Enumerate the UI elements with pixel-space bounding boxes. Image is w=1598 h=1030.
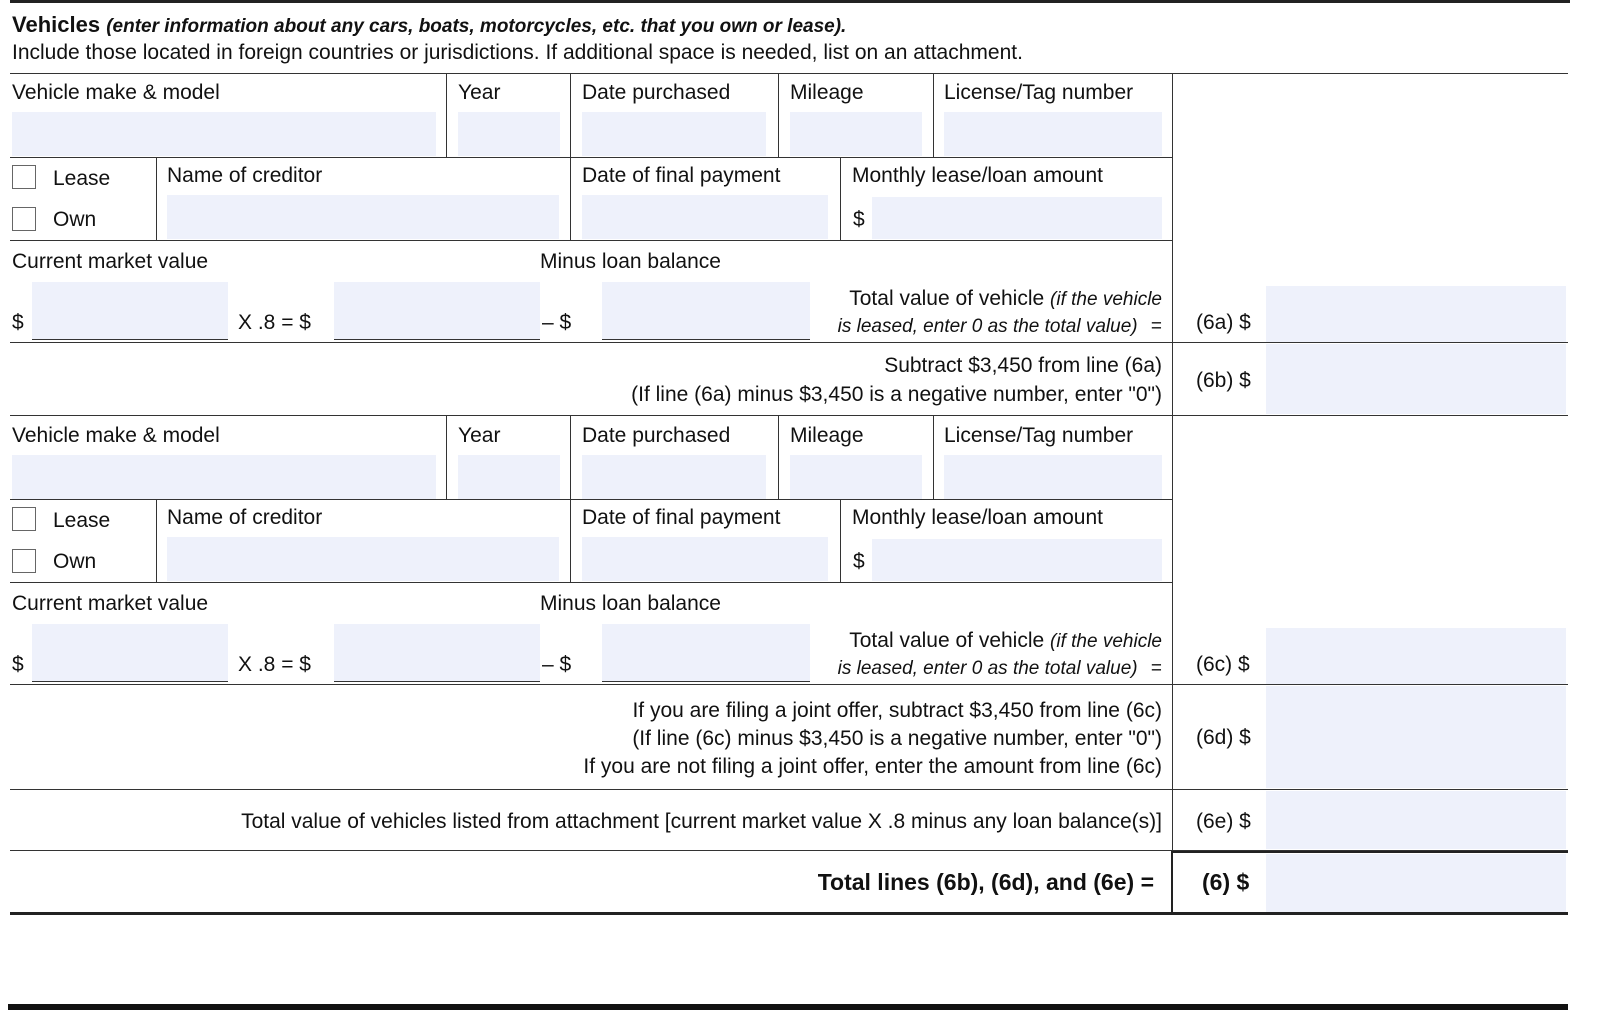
loan-balance-input-1[interactable] bbox=[602, 282, 810, 340]
line-6b-label: (6b) $ bbox=[1196, 369, 1251, 392]
label-current-market-value-2: Current market value bbox=[12, 592, 209, 615]
label-monthly-1: Monthly lease/loan amount bbox=[852, 164, 1103, 187]
line-6-input[interactable] bbox=[1266, 854, 1566, 912]
divider bbox=[446, 74, 447, 157]
divider bbox=[1172, 416, 1173, 684]
section-title bbox=[12, 14, 846, 36]
current-market-value-input-2[interactable] bbox=[32, 624, 228, 682]
label-make-model-2: Vehicle make & model bbox=[12, 424, 220, 447]
divider bbox=[156, 158, 157, 240]
line-6c-label: (6c) $ bbox=[1196, 653, 1250, 676]
equals-sign: = bbox=[1150, 658, 1162, 679]
line-6-label: (6) $ bbox=[1202, 869, 1250, 895]
label-creditor-1: Name of creditor bbox=[167, 164, 323, 187]
line-6d-text2: (If line (6c) minus $3,450 is a negative number, enter "0") bbox=[632, 727, 1162, 750]
divider bbox=[570, 158, 571, 240]
loan-balance-input-2[interactable] bbox=[602, 624, 810, 682]
total-value-label-1 bbox=[849, 288, 1162, 309]
divider bbox=[10, 582, 1172, 583]
year-input-1[interactable] bbox=[458, 112, 560, 156]
total-value-note-2-2 bbox=[838, 659, 1162, 678]
label-final-payment-1: Date of final payment bbox=[582, 164, 781, 187]
line-6d-text3: If you are not filing a joint offer, enter the amount from line (6c) bbox=[583, 755, 1162, 778]
license-input-2[interactable] bbox=[944, 455, 1162, 499]
divider bbox=[10, 499, 1172, 500]
cmv-dollar-1: $ bbox=[12, 311, 24, 334]
divider bbox=[570, 74, 571, 157]
divider bbox=[778, 74, 779, 157]
year-input-2[interactable] bbox=[458, 455, 560, 499]
creditor-input-2[interactable] bbox=[167, 537, 559, 581]
label-date-purchased-2: Date purchased bbox=[582, 424, 731, 447]
line-6e-text: Total value of vehicles listed from attachment [current market value X .8 minus any loan balance(s)] bbox=[241, 810, 1162, 833]
bottom-border bbox=[10, 912, 1568, 915]
label-mileage-2: Mileage bbox=[790, 424, 864, 447]
line-6b-text1: Subtract $3,450 from line (6a) bbox=[884, 354, 1162, 377]
line-6-text: Total lines (6b), (6d), and (6e) = bbox=[817, 869, 1154, 895]
divider bbox=[840, 500, 841, 582]
divider bbox=[10, 415, 1568, 416]
total-value-note: (if the vehicle bbox=[1050, 289, 1162, 310]
minus-dollar-1: – $ bbox=[542, 311, 572, 334]
top-border bbox=[10, 0, 1570, 3]
divider bbox=[10, 789, 1568, 790]
divider bbox=[10, 684, 1568, 685]
final-payment-input-1[interactable] bbox=[582, 195, 828, 239]
divider bbox=[10, 342, 1568, 343]
label-mileage-1: Mileage bbox=[790, 81, 864, 104]
creditor-input-1[interactable] bbox=[167, 195, 559, 239]
label-minus-loan-1: Minus loan balance bbox=[540, 250, 721, 273]
label-monthly-2: Monthly lease/loan amount bbox=[852, 506, 1103, 529]
line-6e-label: (6e) $ bbox=[1196, 810, 1251, 833]
divider bbox=[1172, 685, 1173, 789]
divider bbox=[570, 416, 571, 499]
lease-checkbox-1[interactable] bbox=[12, 165, 36, 189]
section-instruction: Include those located in foreign countries or jurisdictions. If additional space is needed, list on an attachment. bbox=[12, 41, 1023, 64]
line-6e-input[interactable] bbox=[1266, 791, 1566, 849]
lease-label-2: Lease bbox=[53, 509, 111, 532]
own-label-1: Own bbox=[53, 208, 97, 231]
times-eight-input-2[interactable] bbox=[334, 624, 540, 682]
label-current-market-value-1: Current market value bbox=[12, 250, 209, 273]
total-value-label-2 bbox=[849, 630, 1162, 651]
mileage-input-2[interactable] bbox=[790, 455, 922, 499]
date-purchased-input-1[interactable] bbox=[582, 112, 766, 156]
total-value-note-text: is leased, enter 0 as the total value) bbox=[837, 658, 1138, 679]
line-6d-input[interactable] bbox=[1266, 686, 1566, 788]
divider bbox=[840, 158, 841, 240]
make-model-input-2[interactable] bbox=[12, 455, 436, 499]
label-creditor-2: Name of creditor bbox=[167, 506, 323, 529]
divider bbox=[933, 74, 934, 157]
divider bbox=[570, 500, 571, 582]
divider bbox=[1172, 74, 1173, 342]
label-license-2: License/Tag number bbox=[944, 424, 1134, 447]
line-6a-label: (6a) $ bbox=[1196, 311, 1251, 334]
line-6a-input[interactable] bbox=[1266, 286, 1566, 342]
label-license-1: License/Tag number bbox=[944, 81, 1134, 104]
cmv-dollar-2: $ bbox=[12, 653, 24, 676]
divider bbox=[1172, 851, 1568, 853]
label-make-model-1: Vehicle make & model bbox=[12, 81, 220, 104]
times-eight-2: X .8 = $ bbox=[238, 653, 311, 676]
line-6d-text1: If you are filing a joint offer, subtract $3,450 from line (6c) bbox=[632, 699, 1162, 722]
date-purchased-input-2[interactable] bbox=[582, 455, 766, 499]
page-bottom-rule bbox=[8, 1004, 1568, 1010]
final-payment-input-2[interactable] bbox=[582, 537, 828, 581]
current-market-value-input-1[interactable] bbox=[32, 282, 228, 340]
monthly-amount-input-1[interactable] bbox=[872, 197, 1162, 239]
times-eight-1: X .8 = $ bbox=[238, 311, 311, 334]
own-checkbox-1[interactable] bbox=[12, 207, 36, 231]
monthly-dollar-2: $ bbox=[853, 550, 865, 573]
equals-sign: = bbox=[1150, 316, 1162, 337]
total-value-text: Total value of vehicle bbox=[849, 629, 1045, 652]
own-checkbox-2[interactable] bbox=[12, 549, 36, 573]
divider bbox=[1172, 343, 1173, 416]
monthly-amount-input-2[interactable] bbox=[872, 539, 1162, 581]
divider bbox=[778, 416, 779, 499]
section-subtitle: (enter information about any cars, boats, motorcycles, etc. that you own or lease). bbox=[106, 16, 847, 37]
divider bbox=[1172, 790, 1173, 850]
total-value-note: (if the vehicle bbox=[1050, 631, 1162, 652]
line-6c-input[interactable] bbox=[1266, 628, 1566, 684]
label-year-2: Year bbox=[458, 424, 501, 447]
line-6b-input[interactable] bbox=[1266, 344, 1566, 414]
divider bbox=[933, 416, 934, 499]
divider bbox=[446, 416, 447, 499]
mileage-input-1[interactable] bbox=[790, 112, 922, 156]
monthly-dollar-1: $ bbox=[853, 208, 865, 231]
label-date-purchased-1: Date purchased bbox=[582, 81, 731, 104]
divider bbox=[10, 73, 1568, 74]
label-minus-loan-2: Minus loan balance bbox=[540, 592, 721, 615]
divider bbox=[10, 157, 1172, 158]
total-value-note-text: is leased, enter 0 as the total value) bbox=[837, 316, 1138, 337]
line-6d-label: (6d) $ bbox=[1196, 726, 1251, 749]
label-final-payment-2: Date of final payment bbox=[582, 506, 781, 529]
own-label-2: Own bbox=[53, 550, 97, 573]
line-6b-text2: (If line (6a) minus $3,450 is a negative number, enter "0") bbox=[631, 383, 1162, 406]
times-eight-input-1[interactable] bbox=[334, 282, 540, 340]
minus-dollar-2: – $ bbox=[542, 653, 572, 676]
total-value-note-2-1 bbox=[838, 317, 1162, 336]
divider bbox=[1171, 851, 1173, 913]
lease-checkbox-2[interactable] bbox=[12, 507, 36, 531]
divider bbox=[10, 240, 1172, 241]
divider bbox=[156, 500, 157, 582]
license-input-1[interactable] bbox=[944, 112, 1162, 156]
section-title-text: Vehicles bbox=[12, 12, 101, 37]
lease-label-1: Lease bbox=[53, 167, 111, 190]
make-model-input-1[interactable] bbox=[12, 112, 436, 156]
total-value-text: Total value of vehicle bbox=[849, 287, 1045, 310]
label-year-1: Year bbox=[458, 81, 501, 104]
